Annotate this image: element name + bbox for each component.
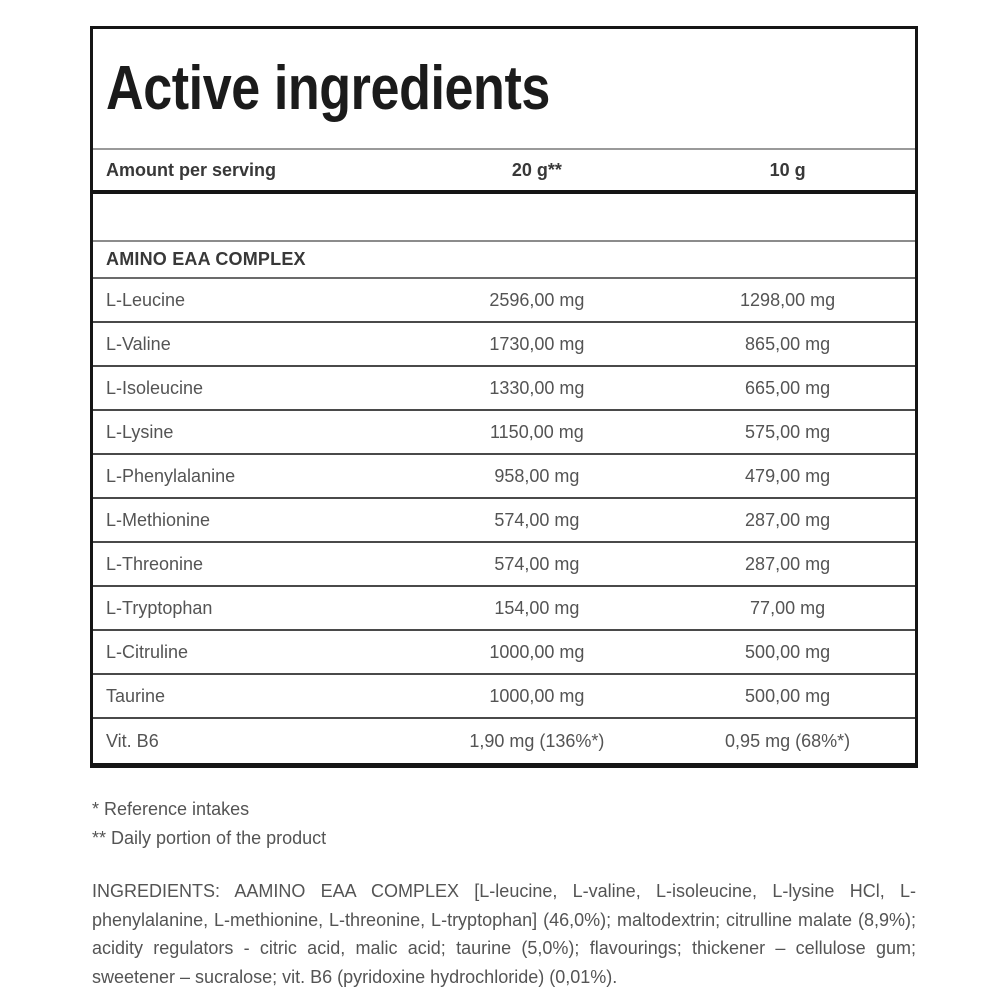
nutrient-rows <box>93 279 915 763</box>
nutrient-amount-20g: 574,00 mg <box>494 509 580 530</box>
nutrient-name: L-Isoleucine <box>106 377 204 398</box>
nutrient-amount-10g: 287,00 mg <box>745 553 831 574</box>
active-ingredients-panel <box>90 26 918 768</box>
nutrient-name: L-Leucine <box>106 289 186 310</box>
header-serving-20g: 20 g** <box>511 159 562 180</box>
footnotes <box>92 795 326 853</box>
ingredients-paragraph: INGREDIENTS: AAMINO EAA COMPLEX [L-leucine, L-valine, L-isoleucine, L-lysine HCl, L-phenylalanine, L-methionine, L-threonine, L-tryptophan] (46,0%); maltodextrin; citrulline malate (8,9%); acidity regulators - citric acid, malic acid; taurine (5,0%); flavourings; thickener – cellulose gum; sweetener – sucralose; vit. B6 (pyridoxine hydrochloride) (0,01%). <box>92 881 916 987</box>
table-row <box>93 323 915 367</box>
nutrient-amount-20g: 1330,00 mg <box>489 377 585 398</box>
nutrient-amount-10g: 575,00 mg <box>745 421 831 442</box>
table-row <box>93 543 915 587</box>
nutrient-amount-10g: 665,00 mg <box>745 377 831 398</box>
section-header-row <box>93 240 915 279</box>
nutrient-amount-20g: 1730,00 mg <box>489 333 585 354</box>
header-amount-per-serving: Amount per serving <box>106 159 277 180</box>
nutrient-amount-20g: 574,00 mg <box>494 553 580 574</box>
nutrient-amount-20g: 1150,00 mg <box>490 421 584 442</box>
nutrient-amount-20g: 1000,00 mg <box>489 641 585 662</box>
nutrient-amount-20g: 1000,00 mg <box>489 685 585 706</box>
nutrient-name: L-Lysine <box>106 421 174 442</box>
nutrient-amount-10g: 0,95 mg (68%*) <box>725 730 851 751</box>
nutrient-amount-10g: 287,00 mg <box>745 509 831 530</box>
nutrient-amount-10g: 500,00 mg <box>745 685 831 706</box>
nutrient-amount-10g: 500,00 mg <box>745 641 831 662</box>
nutrient-amount-10g: 1298,00 mg <box>740 289 836 310</box>
nutrient-amount-10g: 479,00 mg <box>745 465 831 486</box>
nutrient-amount-20g: 154,00 mg <box>494 597 580 618</box>
panel-title: Active ingredients <box>106 54 550 123</box>
table-row <box>93 631 915 675</box>
nutrient-amount-20g: 1,90 mg (136%*) <box>469 730 605 751</box>
nutrient-amount-20g: 2596,00 mg <box>489 289 585 310</box>
table-row <box>93 455 915 499</box>
nutrient-name: L-Citruline <box>106 641 189 662</box>
nutrient-amount-20g: 958,00 mg <box>494 465 580 486</box>
table-row <box>93 499 915 543</box>
nutrient-name: L-Tryptophan <box>106 597 213 618</box>
footnote-daily-portion: ** Daily portion of the product <box>92 828 327 848</box>
nutrient-name: L-Phenylalanine <box>106 465 236 486</box>
table-row <box>93 587 915 631</box>
panel-title-block <box>93 29 915 148</box>
table-row <box>93 279 915 323</box>
nutrient-name: L-Valine <box>106 333 171 354</box>
nutrient-name: Vit. B6 <box>106 730 159 751</box>
table-row <box>93 367 915 411</box>
header-serving-10g: 10 g <box>769 159 806 180</box>
nutrient-amount-10g: 865,00 mg <box>745 333 831 354</box>
footnote-reference-intakes: * Reference intakes <box>92 799 250 819</box>
nutrient-amount-10g: 77,00 mg <box>750 597 826 618</box>
table-row <box>93 675 915 719</box>
table-row <box>93 411 915 455</box>
section-title: AMINO EAA COMPLEX <box>106 249 306 269</box>
nutrient-name: L-Threonine <box>106 553 204 574</box>
table-row <box>93 719 915 763</box>
spacer-row <box>93 194 915 240</box>
table-header-row <box>93 148 915 194</box>
nutrient-name: L-Methionine <box>106 509 211 530</box>
nutrient-name: Taurine <box>106 685 166 706</box>
